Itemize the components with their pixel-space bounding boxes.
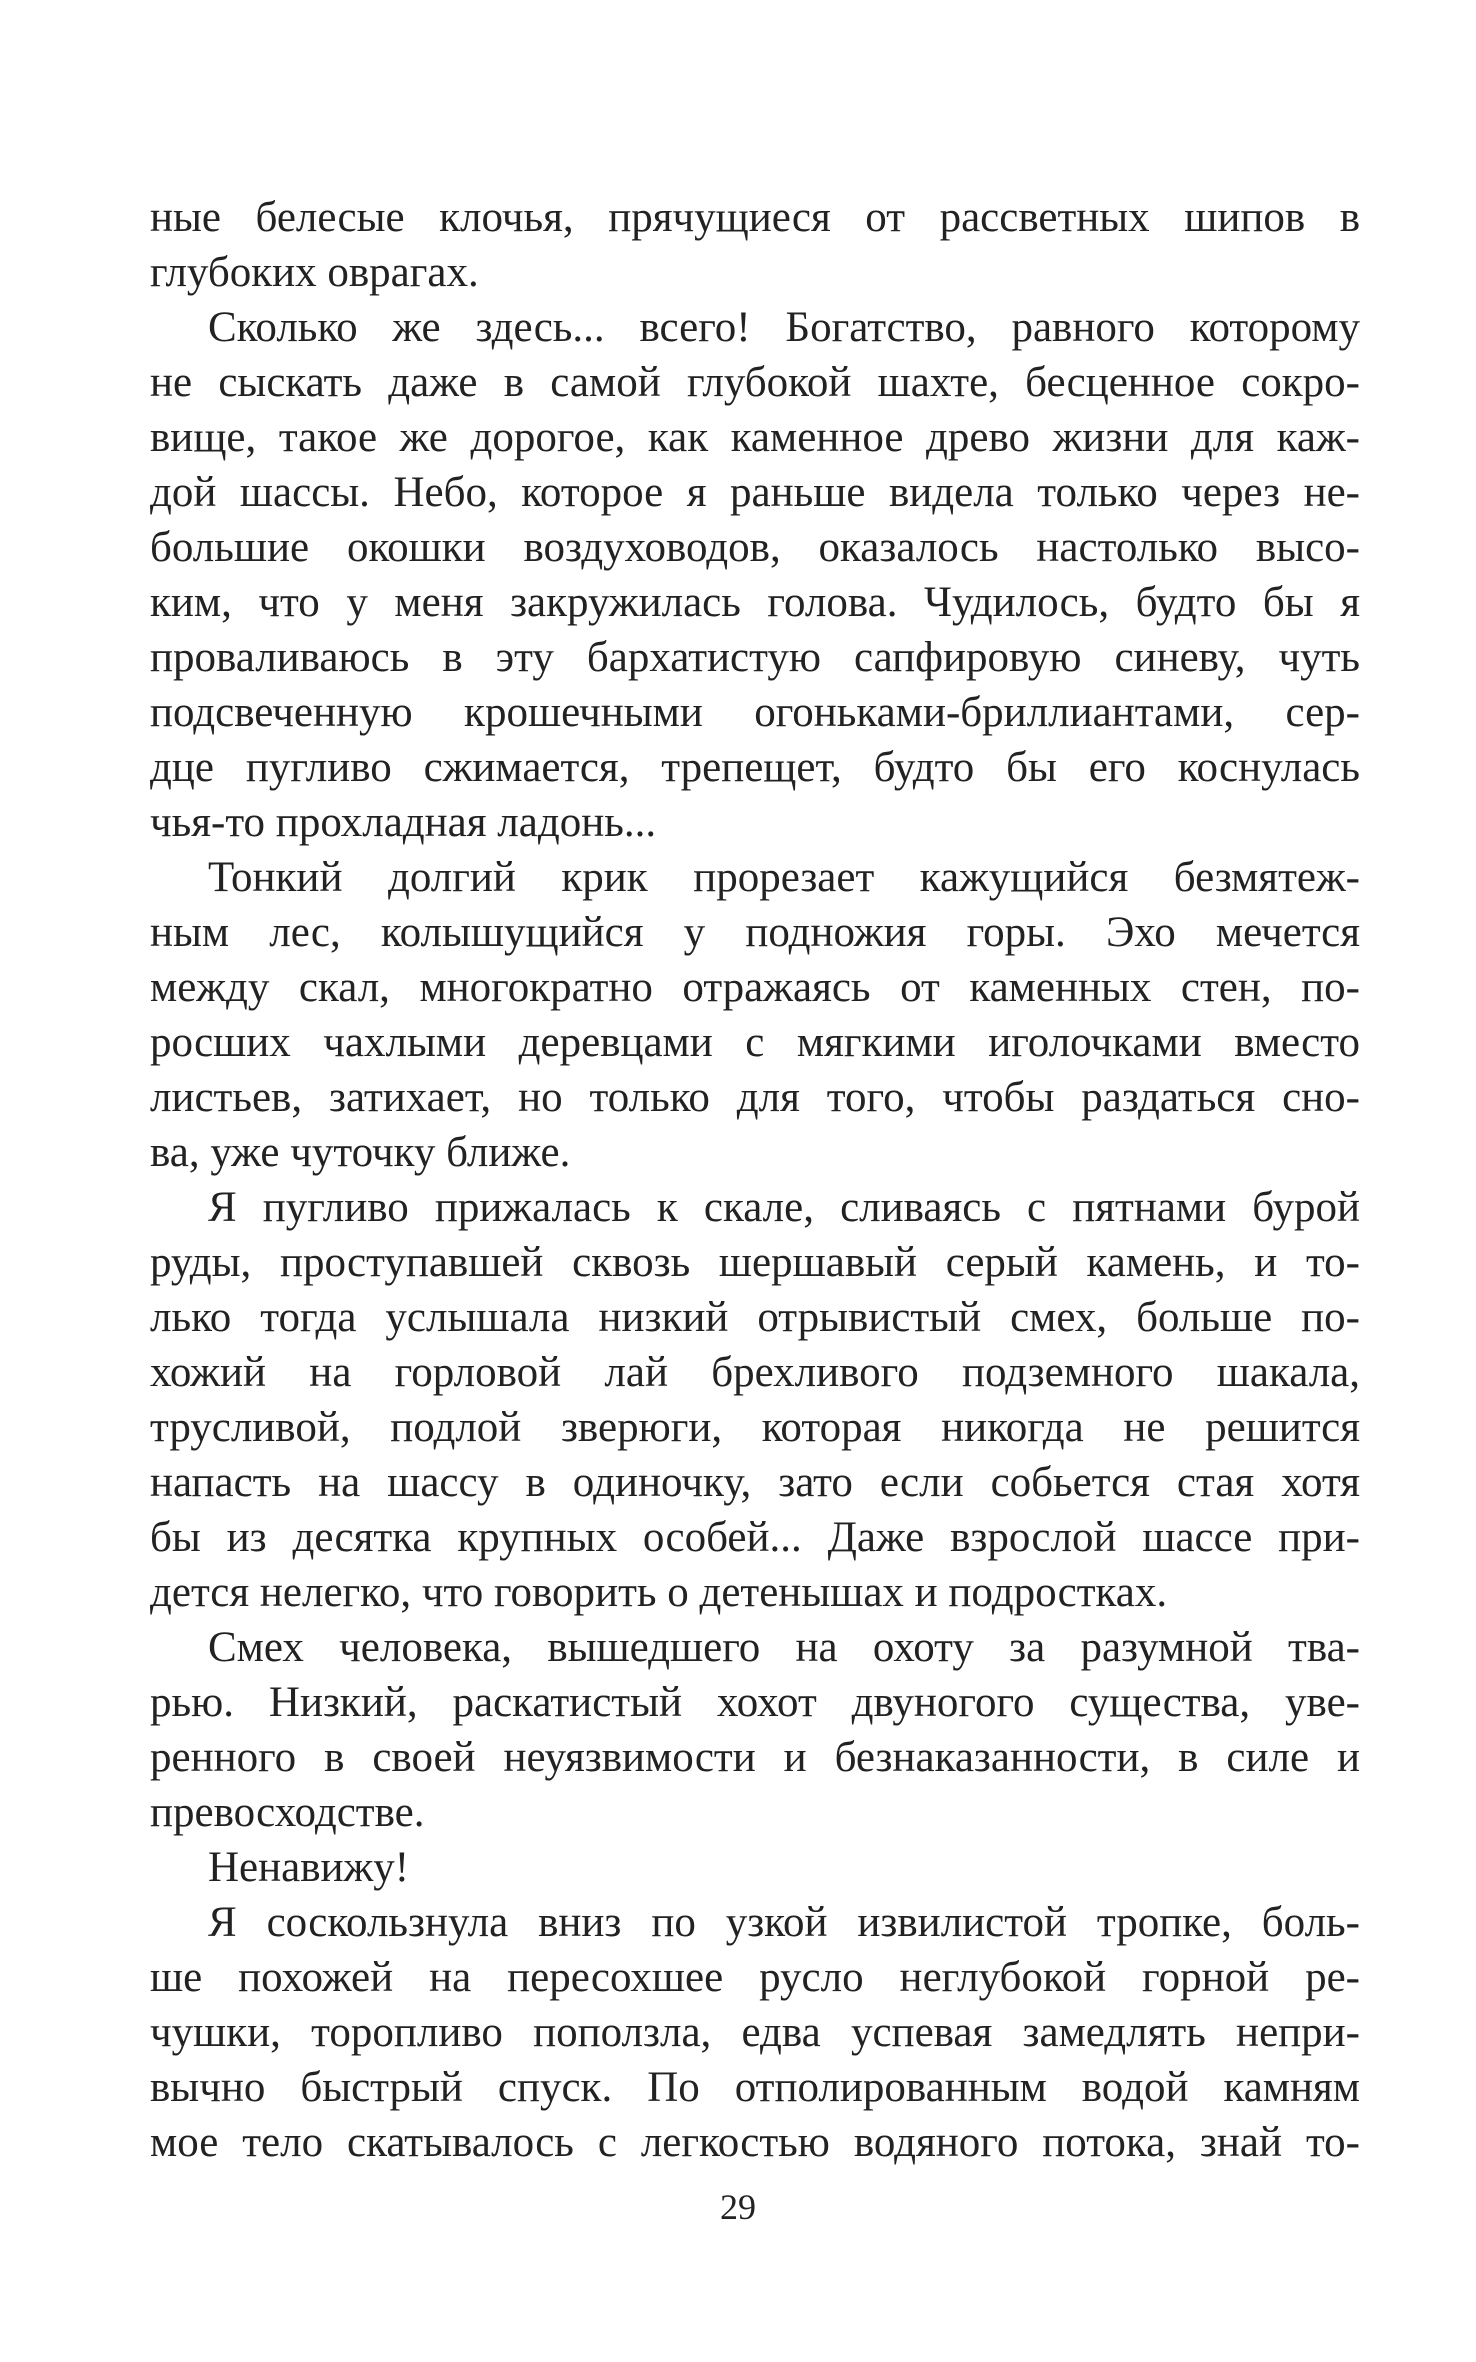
text-line: ким, что у меня закружилась голова. Чудилось, будто бы я [150,579,1360,626]
text-line: трусливой, подлой зверюги, которая никогда не решится [150,1404,1360,1451]
text-line: рью. Низкий, раскатистый хохот двуногого существа, уве- [150,1679,1360,1726]
text-line: чушки, торопливо поползла, едва успевая замедлять непри- [150,2009,1360,2056]
text-line: вище, такое же дорогое, как каменное древо жизни для каж- [150,414,1360,461]
text-line: бы из десятка крупных особей... Даже взрослой шассе при- [150,1514,1360,1561]
text-line: ные белесые клочья, прячущиеся от рассветных шипов в [150,194,1360,241]
text-line: дой шассы. Небо, которое я раньше видела только через не- [150,469,1360,516]
text-line: чья-то прохладная ладонь... [150,799,657,846]
paragraph-start-line: Я пугливо прижалась к скале, сливаясь с пятнами бурой [208,1184,1360,1231]
text-line: руды, проступавшей сквозь шершавый серый камень, и то- [150,1239,1360,1286]
text-line: превосходстве. [150,1789,425,1836]
text-line: ным лес, колышущийся у подножия горы. Эхо мечется [150,909,1360,956]
text-line: подсвеченную крошечными огоньками-бриллиантами, сер- [150,689,1360,736]
text-line: дется нелегко, что говорить о детенышах и подростках. [150,1569,1168,1616]
text-line: ва, уже чуточку ближе. [150,1129,571,1176]
paragraph-start-line: Я соскользнула вниз по узкой извилистой тропке, боль- [208,1899,1360,1946]
text-line: ренного в своей неуязвимости и безнаказанности, в силе и [150,1734,1360,1781]
text-line: хожий на горловой лай брехливого подземного шакала, [150,1349,1360,1396]
text-line: не сыскать даже в самой глубокой шахте, бесценное сокро- [150,359,1360,406]
text-line: мое тело скатывалось с легкостью водяного потока, знай то- [150,2119,1360,2166]
text-line: между скал, многократно отражаясь от каменных стен, по- [150,964,1360,1011]
paragraph-start-line: Сколько же здесь... всего! Богатство, равного которому [208,304,1360,351]
text-line: большие окошки воздуховодов, оказалось настолько высо- [150,524,1360,571]
text-line: вычно быстрый спуск. По отполированным водой камням [150,2064,1360,2111]
paragraph-start-line: Тонкий долгий крик прорезает кажущийся безмятеж- [208,854,1360,901]
text-line: дце пугливо сжимается, трепещет, будто бы его коснулась [150,744,1360,791]
page-number: 29 [720,2187,756,2227]
text-line: проваливаюсь в эту бархатистую сапфировую синеву, чуть [150,634,1360,681]
text-line: росших чахлыми деревцами с мягкими иголочками вместо [150,1019,1360,1066]
text-line: лько тогда услышала низкий отрывистый смех, больше по- [150,1294,1360,1341]
text-line: глубоких оврагах. [150,249,479,296]
text-line: напасть на шассу в одиночку, зато если собьется стая хотя [150,1459,1360,1506]
paragraph-start-line: Ненавижу! [208,1844,410,1891]
text-line: ше похожей на пересохшее русло неглубокой горной ре- [150,1954,1360,2001]
paragraph-start-line: Смех человека, вышедшего на охоту за разумной тва- [208,1624,1360,1671]
page-text [150,190,1360,2170]
text-line: листьев, затихает, но только для того, чтобы раздаться сно- [150,1074,1360,1121]
